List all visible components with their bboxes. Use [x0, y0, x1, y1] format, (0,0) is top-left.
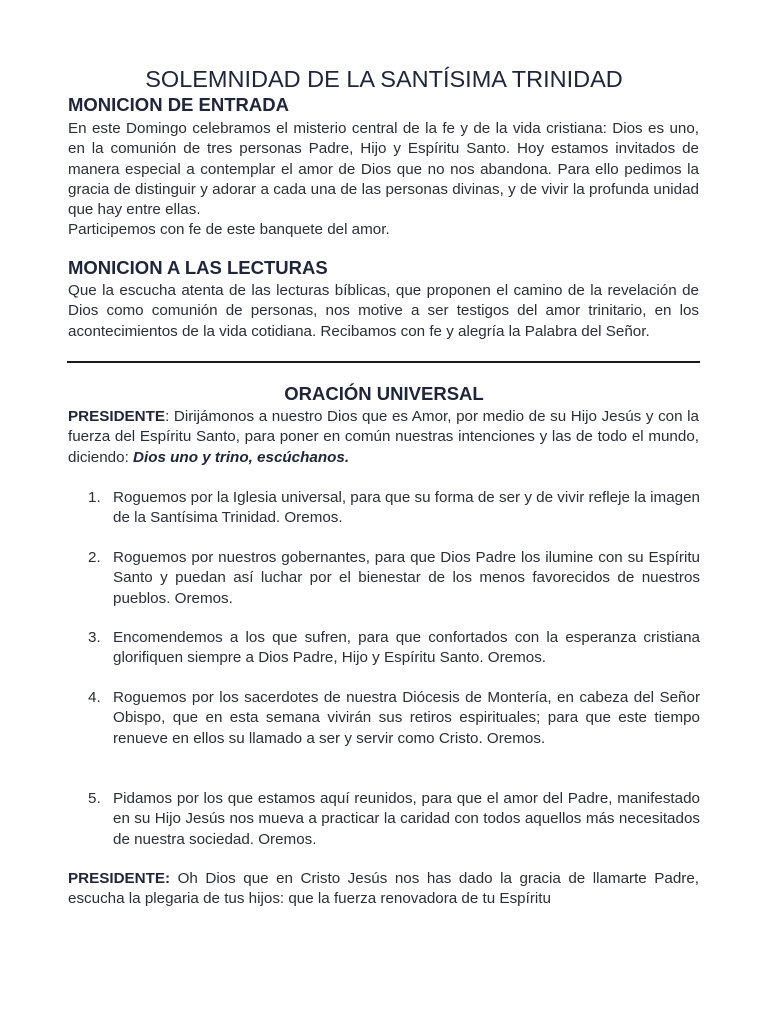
petition-text: Pidamos por los que estamos aquí reunidos, para que el amor del Padre, manifestado en su Hijo Jesús nos mueva a practicar la caridad con todos aquellos más necesitados de nuestra sociedad. Oremos. — [113, 790, 700, 848]
petition-number: 3. — [88, 629, 101, 646]
petition-number: 1. — [88, 489, 101, 506]
presidente-intro-text: : Dirijámonos a nuestro Dios que es Amor, por medio de su Hijo Jesús y con la fuerza del Espíritu Santo, para poner en común nuestras intenciones y las de todo el mundo, diciendo: — [68, 408, 699, 466]
petition-text: Encomendemos a los que sufren, para que confortados con la esperanza cristiana glorifiquen siempre a Dios Padre, Hijo y Espíritu Santo. Oremos. — [113, 629, 700, 667]
heading-oracion-universal: ORACIÓN UNIVERSAL — [284, 383, 484, 404]
petition-number: 4. — [88, 689, 101, 706]
presidente-intro — [68, 407, 699, 468]
presidente-closing-text: Oh Dios que en Cristo Jesús nos has dado la gracia de llamarte Padre, escucha la plegaria de tus hijos: que la fuerza renovadora de tu Espíritu — [68, 870, 699, 908]
petition-text: Roguemos por los sacerdotes de nuestra Diócesis de Montería, en cabeza del Señor Obispo, que en esta semana vivirán sus retiros espirituales; para que este tiempo renueve en ellos su llamado a ser y servir como Cristo. Oremos. — [113, 689, 700, 747]
assembly-response: Dios uno y trino, escúchanos. — [133, 448, 350, 466]
paragraph-monicion-entrada-closing: Participemos con fe de este banquete del amor. — [68, 221, 390, 238]
paragraph-monicion-entrada: En este Domingo celebramos el misterio central de la fe y de la vida cristiana: Dios es uno, en la comunión de tres personas Padre, Hijo y Espíritu Santo. Hoy estamos invitados de manera especial a contemplar el amor de Dios que no nos abandona. Para ello pedimos la gracia de distinguir y adorar a cada una de las personas divinas, y de vivir la profunda unidad que hay entre ellas. — [68, 120, 699, 219]
presidente-closing-label: PRESIDENTE: — [68, 870, 171, 887]
heading-monicion-lecturas: MONICION A LAS LECTURAS — [68, 257, 328, 278]
presidente-closing — [68, 869, 699, 910]
petition-text: Roguemos por nuestros gobernantes, para que Dios Padre los ilumine con su Espíritu Santo y puedan así luchar por el bienestar de los menos favorecidos de nuestros pueblos. Oremos. — [113, 549, 700, 607]
petition-number: 2. — [88, 549, 101, 566]
section-divider — [67, 361, 700, 363]
heading-monicion-entrada: MONICION DE ENTRADA — [68, 94, 289, 115]
document-title: SOLEMNIDAD DE LA SANTÍSIMA TRINIDAD — [145, 66, 623, 92]
petition-number: 5. — [88, 790, 101, 807]
petition-text: Roguemos por la Iglesia universal, para que su forma de ser y de vivir refleje la imagen de la Santísima Trinidad. Oremos. — [113, 489, 700, 527]
paragraph-monicion-lecturas: Que la escucha atenta de las lecturas bíblicas, que proponen el camino de la revelación de Dios como comunión de personas, nos motive a ser testigos del amor trinitario, en los acontecimientos de la vida cotidiana. Recibamos con fe y alegría la Palabra del Señor. — [68, 282, 699, 340]
presidente-label: PRESIDENTE — [68, 408, 166, 425]
